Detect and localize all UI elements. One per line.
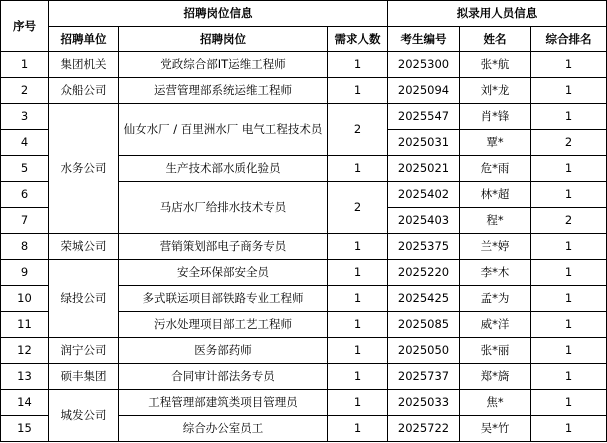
cell-seq: 7 [1,208,49,234]
cell-demand: 1 [328,416,388,442]
cell-name: 危*雨 [460,156,531,182]
cell-exam-no: 2025737 [388,364,460,390]
cell-seq: 3 [1,104,49,130]
cell-name: 肖*锋 [460,104,531,130]
cell-name: 威*洋 [460,312,531,338]
cell-demand: 1 [328,364,388,390]
cell-exam-no: 2025425 [388,286,460,312]
cell-rank: 2 [531,208,607,234]
cell-rank: 1 [531,338,607,364]
header-group-position: 招聘岗位信息 [49,1,388,27]
cell-name: 孟*为 [460,286,531,312]
table-row [1,338,607,364]
cell-demand: 1 [328,260,388,286]
cell-exam-no: 2025050 [388,338,460,364]
cell-demand: 2 [328,104,388,156]
cell-rank: 1 [531,52,607,78]
cell-unit: 润宁公司 [49,338,119,364]
cell-unit: 绿投公司 [49,260,119,338]
header-position: 招聘岗位 [119,27,328,52]
header-rank: 综合排名 [531,27,607,52]
cell-seq: 11 [1,312,49,338]
cell-exam-no: 2025722 [388,416,460,442]
cell-exam-no: 2025031 [388,130,460,156]
cell-name: 焦* [460,390,531,416]
cell-demand: 1 [328,234,388,260]
cell-unit: 城发公司 [49,390,119,442]
table-row [1,390,607,416]
cell-name: 覃* [460,130,531,156]
cell-exam-no: 2025547 [388,104,460,130]
cell-exam-no: 2025094 [388,78,460,104]
cell-seq: 4 [1,130,49,156]
cell-position: 党政综合部IT运维工程师 [119,52,328,78]
cell-seq: 13 [1,364,49,390]
header-row-columns [1,27,607,52]
header-exam-no: 考生编号 [388,27,460,52]
cell-name: 林*超 [460,182,531,208]
cell-rank: 1 [531,416,607,442]
cell-position: 多式联运项目部铁路专业工程师 [119,286,328,312]
header-demand: 需求人数 [328,27,388,52]
cell-demand: 1 [328,156,388,182]
header-unit: 招聘单位 [49,27,119,52]
cell-rank: 1 [531,104,607,130]
cell-seq: 9 [1,260,49,286]
cell-rank: 1 [531,312,607,338]
cell-name: 李*木 [460,260,531,286]
cell-unit: 硕丰集团 [49,364,119,390]
header-seq: 序号 [1,1,49,52]
cell-demand: 1 [328,312,388,338]
cell-position: 医务部药师 [119,338,328,364]
cell-seq: 10 [1,286,49,312]
cell-name: 郑*旖 [460,364,531,390]
cell-seq: 14 [1,390,49,416]
cell-position: 营销策划部电子商务专员 [119,234,328,260]
cell-name: 张*航 [460,52,531,78]
cell-rank: 1 [531,390,607,416]
cell-rank: 1 [531,364,607,390]
cell-name: 程* [460,208,531,234]
cell-seq: 1 [1,52,49,78]
table-row [1,52,607,78]
cell-rank: 1 [531,156,607,182]
table-row [1,78,607,104]
cell-demand: 1 [328,390,388,416]
cell-name: 吴*竹 [460,416,531,442]
table-row [1,234,607,260]
cell-position: 工程管理部建筑类项目管理员 [119,390,328,416]
cell-demand: 1 [328,338,388,364]
cell-seq: 12 [1,338,49,364]
cell-position: 合同审计部法务专员 [119,364,328,390]
cell-demand: 1 [328,78,388,104]
cell-seq: 2 [1,78,49,104]
cell-position: 综合办公室员工 [119,416,328,442]
cell-position: 生产技术部水质化验员 [119,156,328,182]
cell-unit: 众船公司 [49,78,119,104]
table-row [1,364,607,390]
table-row [1,104,607,130]
cell-name: 张*丽 [460,338,531,364]
cell-rank: 1 [531,234,607,260]
cell-demand: 2 [328,182,388,234]
cell-rank: 1 [531,78,607,104]
cell-position: 马店水厂给排水技术专员 [119,182,328,234]
cell-demand: 1 [328,286,388,312]
cell-exam-no: 2025403 [388,208,460,234]
cell-position: 仙女水厂 / 百里洲水厂 电气工程技术员 [119,104,328,156]
cell-unit: 集团机关 [49,52,119,78]
cell-exam-no: 2025300 [388,52,460,78]
header-row-group [1,1,607,27]
cell-exam-no: 2025021 [388,156,460,182]
cell-seq: 15 [1,416,49,442]
cell-seq: 5 [1,156,49,182]
cell-seq: 8 [1,234,49,260]
cell-rank: 2 [531,130,607,156]
cell-position: 安全环保部安全员 [119,260,328,286]
cell-exam-no: 2025220 [388,260,460,286]
cell-exam-no: 2025402 [388,182,460,208]
cell-rank: 1 [531,260,607,286]
cell-seq: 6 [1,182,49,208]
cell-unit: 荣城公司 [49,234,119,260]
header-name: 姓名 [460,27,531,52]
header-group-person: 拟录用人员信息 [388,1,607,27]
cell-exam-no: 2025033 [388,390,460,416]
cell-exam-no: 2025085 [388,312,460,338]
cell-name: 刘*龙 [460,78,531,104]
table-row [1,260,607,286]
cell-rank: 1 [531,286,607,312]
cell-demand: 1 [328,52,388,78]
cell-unit: 水务公司 [49,104,119,234]
cell-name: 兰*婷 [460,234,531,260]
cell-position: 污水处理项目部工艺工程师 [119,312,328,338]
cell-exam-no: 2025375 [388,234,460,260]
cell-position: 运营管理部系统运维工程师 [119,78,328,104]
cell-rank: 1 [531,182,607,208]
